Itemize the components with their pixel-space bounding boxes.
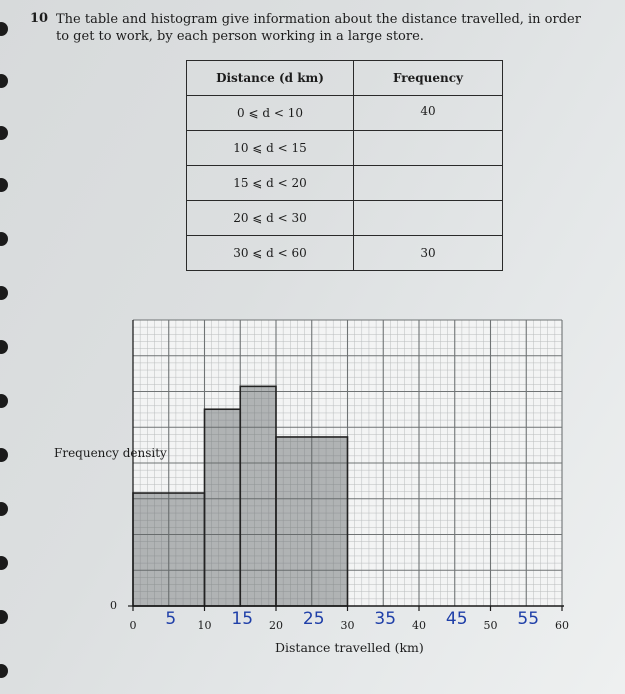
handwritten-midpoint-label: 5 — [165, 609, 177, 629]
x-tick-label: 40 — [412, 619, 426, 632]
handwritten-midpoint-label: 35 — [374, 609, 397, 629]
table-header-distance: Distance (d km) — [187, 61, 354, 96]
handwritten-midpoint-label: 45 — [445, 609, 468, 629]
interval-cell: 15 ⩽ d < 20 — [187, 166, 354, 201]
handwritten-midpoint-label: 55 — [517, 609, 540, 629]
frequency-value: 40 — [420, 104, 436, 118]
x-axis-label: Distance travelled (km) — [275, 640, 424, 655]
question-text: The table and histogram give information about the distance travelled, in order to get to work, by each person working in a large store. — [56, 12, 581, 44]
x-tick-label: 60 — [555, 619, 569, 632]
interval-cell: 0 ⩽ d < 10 — [187, 96, 354, 131]
y-axis-label: Frequency density — [54, 446, 167, 460]
interval-cell: 20 ⩽ d < 30 — [187, 201, 354, 236]
handwritten-midpoint-label: 25 — [302, 609, 325, 629]
x-tick-label: 30 — [340, 619, 355, 632]
handwritten-midpoint-label: 15 — [231, 609, 254, 629]
histogram-bar — [240, 386, 276, 606]
y-axis-zero-label: 0 — [110, 599, 117, 612]
x-tick-label: 20 — [269, 619, 283, 632]
x-tick-label: 50 — [483, 619, 498, 632]
interval-cell: 10 ⩽ d < 15 — [187, 131, 354, 166]
table-header-frequency: Frequency — [354, 61, 503, 96]
frequency-value: 30 — [420, 246, 436, 260]
histogram-bar — [276, 437, 348, 606]
x-tick-label: 10 — [197, 619, 212, 632]
histogram-bar — [133, 493, 205, 606]
question-number: 10 — [30, 11, 49, 26]
x-tick-label: 0 — [129, 619, 137, 632]
interval-cell: 30 ⩽ d < 60 — [187, 236, 354, 271]
histogram-bar — [205, 409, 241, 606]
